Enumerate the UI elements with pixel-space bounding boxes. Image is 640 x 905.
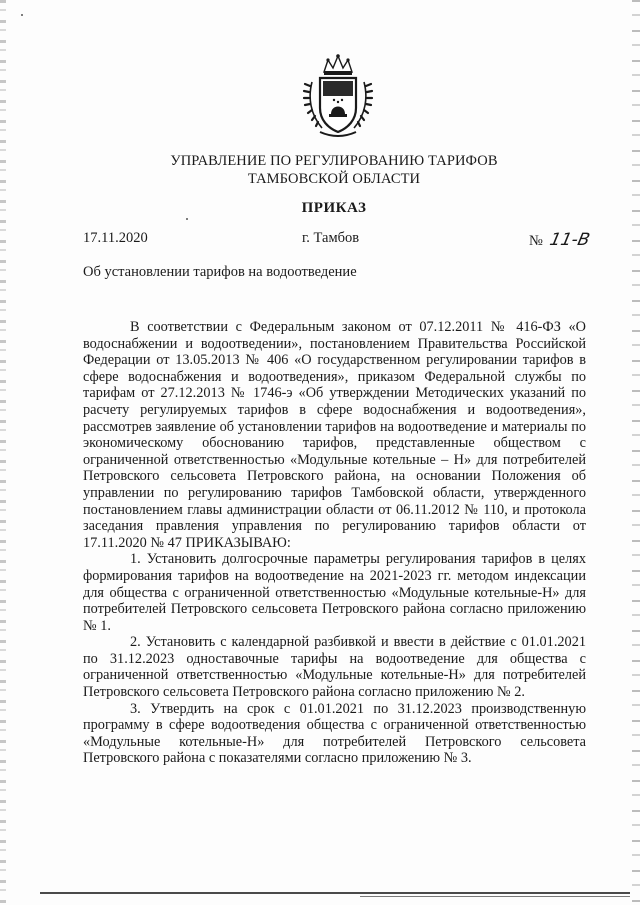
order-item-3: 3. Утвердить на срок с 01.01.2021 по 31.12.2023 производственную программу в сфере водоотведения общества с ограниченной ответственностью «Модульные котельные-Н» для потребителей Петровского сельсовета Петровского района с показателями согласно приложению № 3.: [83, 700, 586, 767]
order-body: [83, 319, 586, 767]
order-preamble: В соответствии с Федеральным законом от 07.12.2011 № 416-ФЗ «О водоснабжении и водоотведении», постановлением Правительства Российской Федерации от 13.05.2013 № 406 «О государственном регулировании тарифов в сфере водоснабжения и водоотведения», приказом Федеральной службы по тарифам от 27.12.2013 № 1746-э «Об утверждении Методических указаний по расчету регулируемых тарифов в сфере водоснабжения и водоотведения», рассмотрев заявление об установлении тарифов на водоотведение и материалы по экономическому обоснованию тарифов, представленные обществом с ограниченной ответственностью «Модульные котельные – Н» для потребителей Петровского сельсовета Петровского района, на основании Положения об управлении по регулированию тарифов Тамбовской области, утвержденного постановлением главы администрации области от 06.11.2012 № 110, и протокола заседания правления управления по регулированию тарифов области от 17.11.2020 № 47 ПРИКАЗЫВАЮ:: [83, 319, 586, 551]
scan-bottom-edge: [40, 892, 630, 894]
scan-left-edge: [0, 0, 6, 905]
scan-speck: [186, 218, 188, 220]
order-date: 17.11.2020: [83, 230, 148, 246]
scan-right-edge: [632, 0, 640, 905]
order-number: [529, 230, 593, 250]
document-type-title: ПРИКАЗ: [301, 200, 367, 216]
tambov-coat-of-arms-icon: [298, 52, 378, 142]
order-item-2: 2. Установить с календарной разбивкой и ввести в действие с 01.01.2021 по 31.12.2023 одноставочные тарифы на водоотведение для общества с ограниченной ответственностью «Модульные котельные-Н» для потребителей Петровского сельсовета Петровского района согласно приложению № 2.: [83, 634, 586, 701]
order-number-prefix: №: [529, 233, 543, 249]
scan-bottom-edge-2: [360, 896, 630, 897]
order-item-1: 1. Установить долгосрочные параметры регулирования тарифов в целях формирования тарифов на водоотведение на 2021-2023 гг. методом индексации для общества с ограниченной ответственностью «Модульные котельные-Н» для потребителей Петровского сельсовета Петровского района согласно приложению № 1.: [83, 551, 586, 634]
order-subject: Об установлении тарифов на водоотведение: [83, 264, 357, 280]
scan-speck: [21, 14, 23, 16]
agency-name-line-2: ТАМБОВСКОЙ ОБЛАСТИ: [247, 171, 421, 187]
order-number-handwritten: 11-В: [548, 230, 593, 250]
order-city: г. Тамбов: [302, 230, 360, 246]
agency-name-line-1: УПРАВЛЕНИЕ ПО РЕГУЛИРОВАНИЮ ТАРИФОВ: [170, 153, 498, 169]
